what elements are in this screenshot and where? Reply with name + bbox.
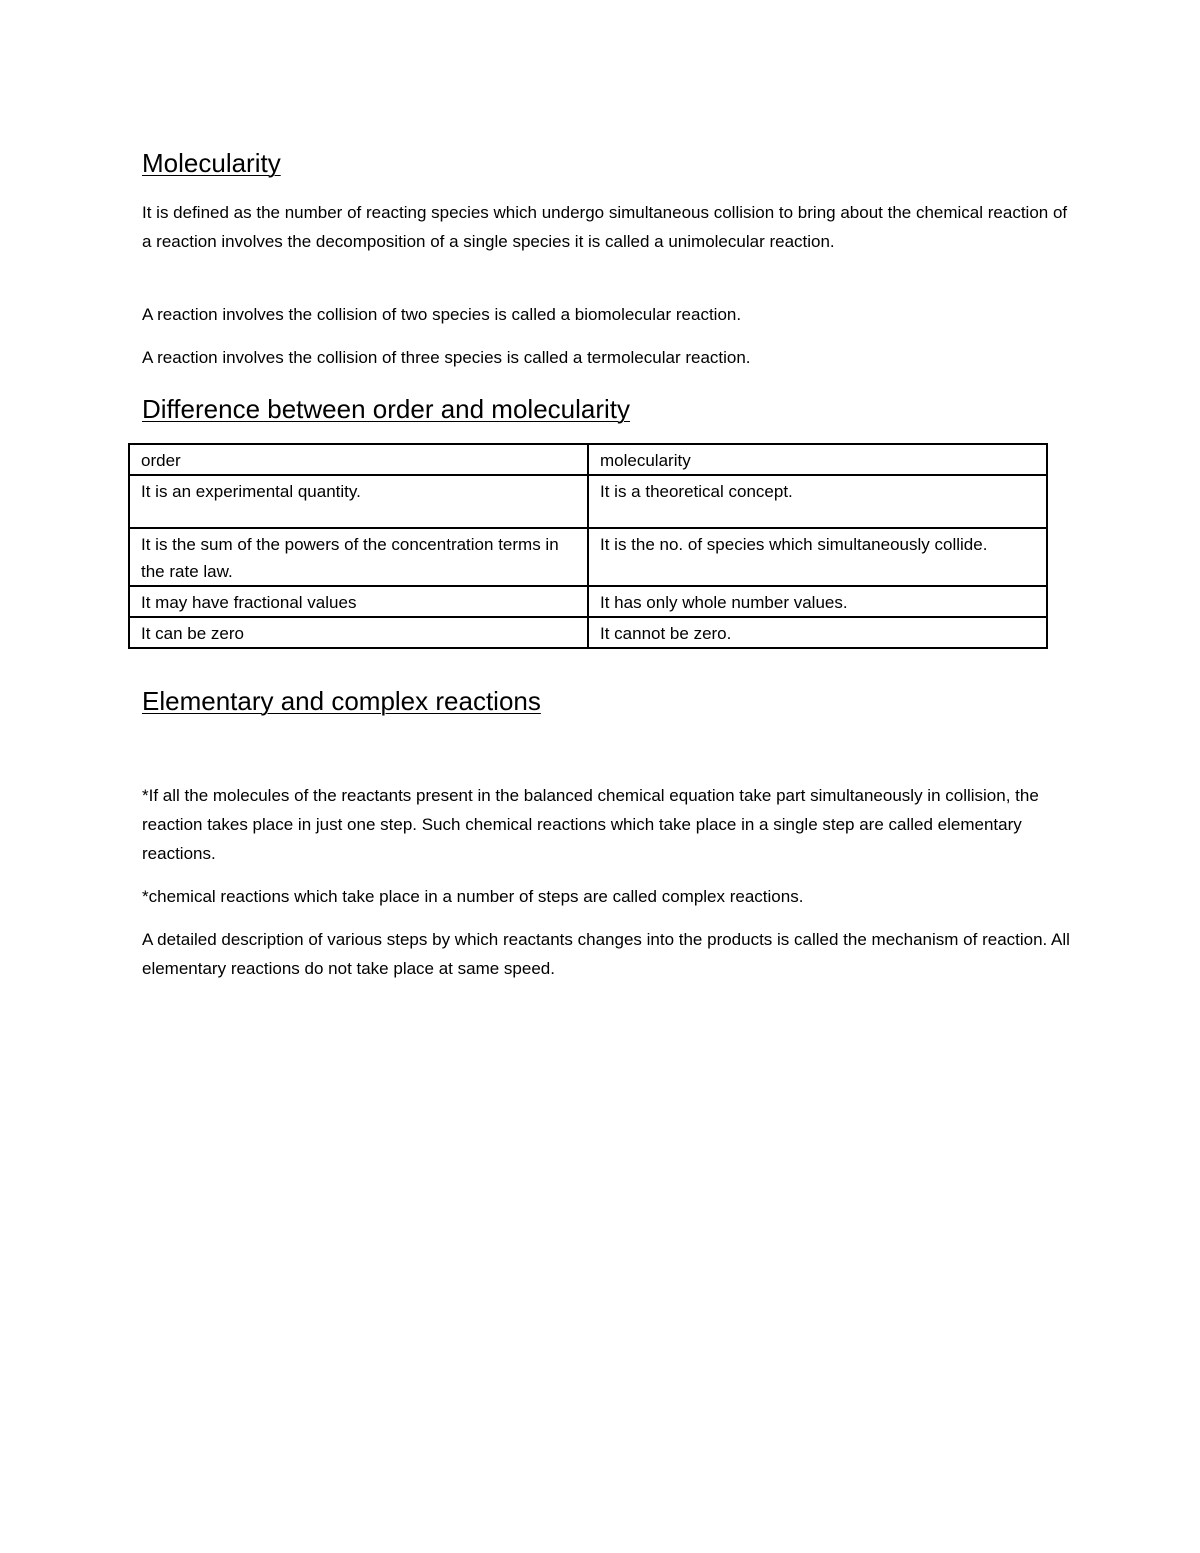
paragraph-elementary: *If all the molecules of the reactants present in the balanced chemical equation take part simultaneously in collision, the reaction takes place in just one step. Such chemical reactions which take place in a single step are called elementary reactions.: [142, 786, 1039, 863]
table-header-molecularity: molecularity: [588, 444, 1047, 475]
table-header-order: order: [129, 444, 588, 475]
comparison-table: [128, 443, 1048, 649]
table-cell: It is the sum of the powers of the concentration terms in the rate law.: [129, 528, 588, 586]
table-cell: It can be zero: [129, 617, 588, 648]
heading-elementary-complex: Elementary and complex reactions: [142, 686, 541, 716]
heading-difference: Difference between order and molecularity: [142, 394, 631, 424]
table-cell: It is the no. of species which simultaneously collide.: [588, 528, 1047, 586]
table-header-row: [129, 444, 1047, 475]
table-row: [129, 475, 1047, 528]
table-row: [129, 528, 1047, 586]
table-cell: It is a theoretical concept.: [588, 475, 1047, 528]
paragraph-complex: *chemical reactions which take place in a number of steps are called complex reactions.: [142, 887, 804, 906]
heading-molecularity: Molecularity: [142, 148, 281, 178]
paragraph-bimolecular: A reaction involves the collision of two species is called a biomolecular reaction.: [142, 305, 742, 324]
table-row: [129, 617, 1047, 648]
paragraph-molecularity-definition: It is defined as the number of reacting species which undergo simultaneous collision to bring about the chemical reaction of a reaction involves the decomposition of a single species it is called a unimolecular reaction.: [142, 203, 1068, 251]
table-cell: It may have fractional values: [129, 586, 588, 617]
table-cell: It is an experimental quantity.: [129, 475, 588, 528]
paragraph-termolecular: A reaction involves the collision of three species is called a termolecular reaction.: [142, 348, 751, 367]
table-cell: It has only whole number values.: [588, 586, 1047, 617]
table-row: [129, 586, 1047, 617]
table-cell: It cannot be zero.: [588, 617, 1047, 648]
paragraph-mechanism: A detailed description of various steps by which reactants changes into the products is called the mechanism of reaction. All elementary reactions do not take place at same speed.: [142, 930, 1070, 978]
